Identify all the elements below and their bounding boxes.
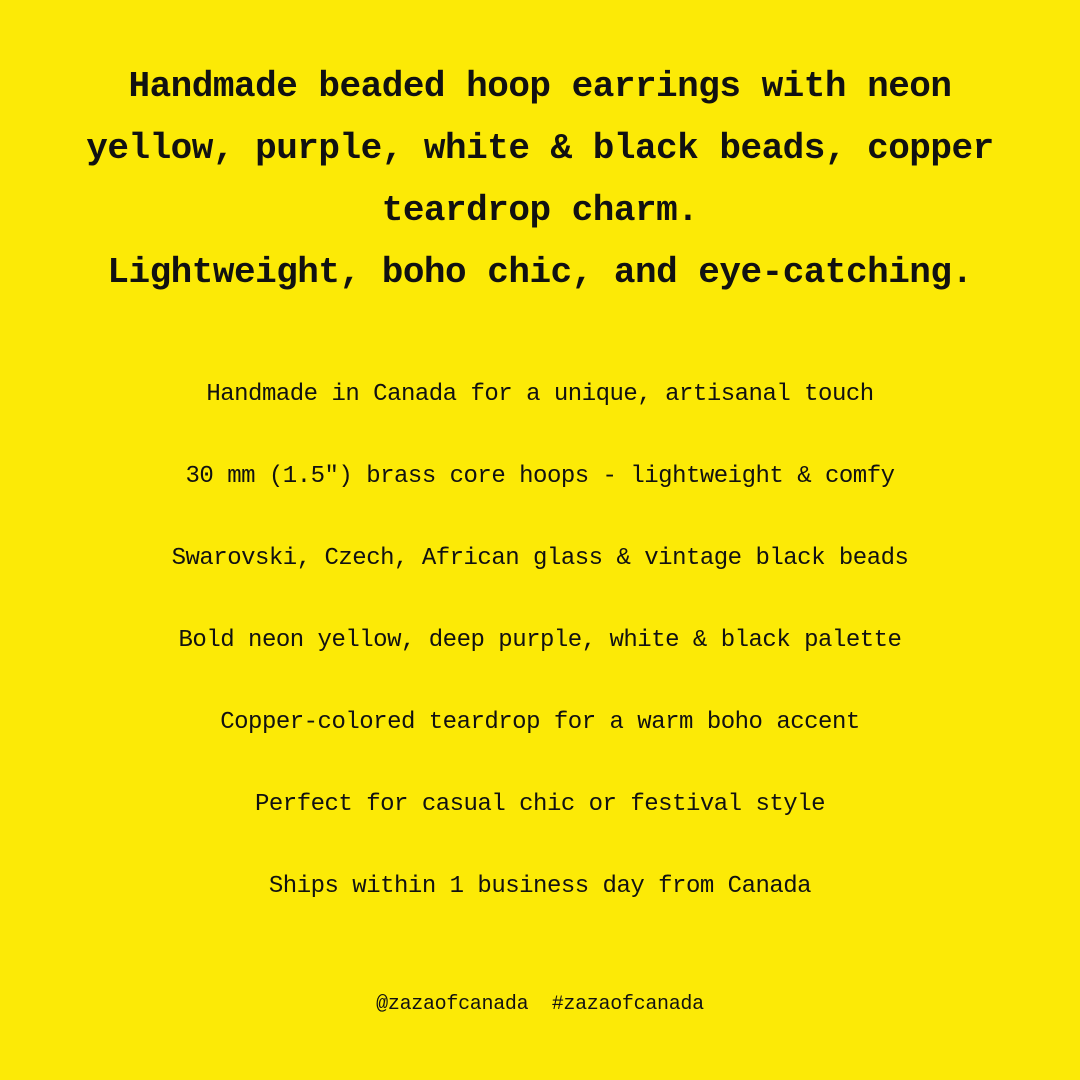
headline-line: teardrop charm. bbox=[381, 190, 699, 231]
feature-item: Perfect for casual chic or festival style bbox=[255, 791, 825, 818]
feature-item: Handmade in Canada for a unique, artisanal touch bbox=[206, 381, 874, 408]
feature-item: 30 mm (1.5") brass core hoops - lightweight & comfy bbox=[185, 463, 895, 490]
feature-item: Copper-colored teardrop for a warm boho accent bbox=[220, 709, 860, 736]
social-handles: @zazaofcanada #zazaofcanada bbox=[376, 993, 704, 1016]
feature-item: Swarovski, Czech, African glass & vintage black beads bbox=[171, 545, 909, 572]
feature-item: Ships within 1 business day from Canada bbox=[268, 873, 812, 900]
headline bbox=[40, 56, 1040, 304]
headline-line: Handmade beaded hoop earrings with neon bbox=[128, 66, 952, 107]
feature-list bbox=[40, 370, 1040, 944]
headline-line: Lightweight, boho chic, and eye-catching. bbox=[107, 252, 973, 293]
feature-item: Bold neon yellow, deep purple, white & black palette bbox=[178, 627, 902, 654]
headline-line: yellow, purple, white & black beads, copper bbox=[86, 128, 994, 169]
